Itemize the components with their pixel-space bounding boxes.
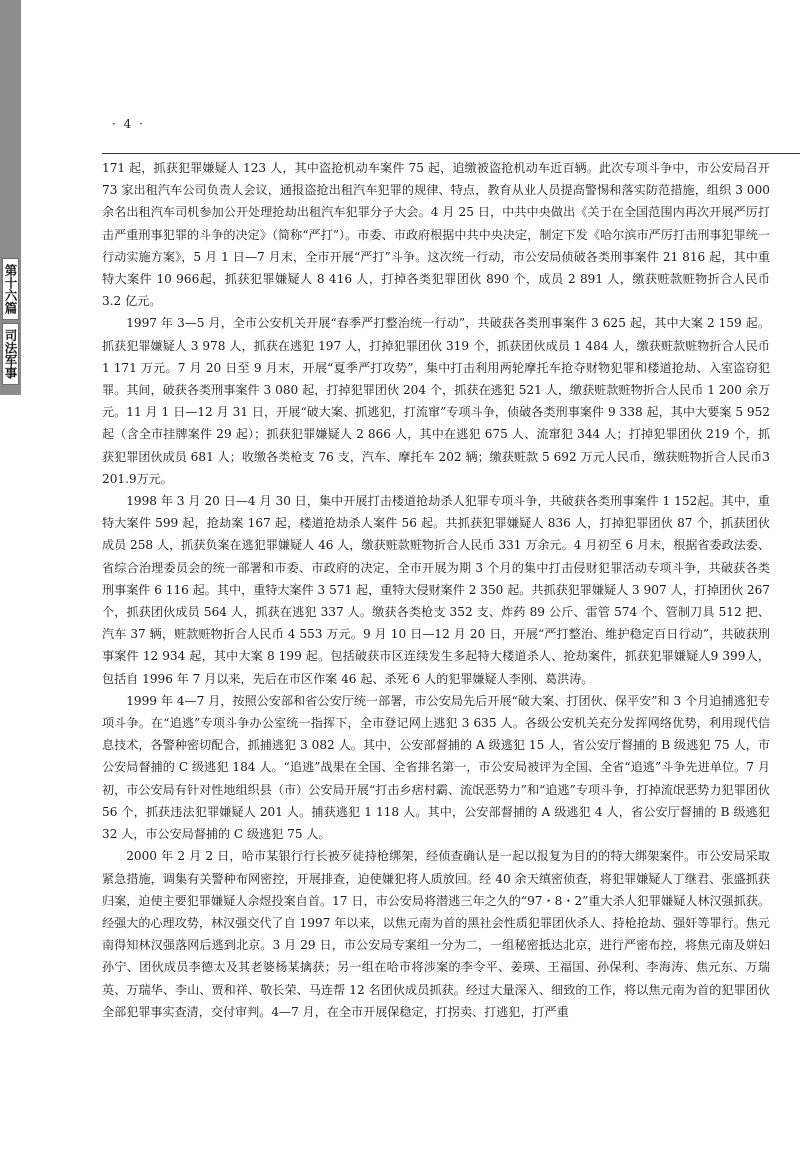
paragraph: 171 起，抓获犯罪嫌疑人 123 人，其中盗抢机动车案件 75 起，追缴被盗抢机动车近百辆。此次专项斗争中，市公安局召开 73 家出租汽车公司负责人会议，通报盗抢出租汽车犯罪的规律、特点，教育从业人员提高警惕和落实防范措施，组织 3 000 余名出租汽车司机参加公开处理抢劫出租汽车犯罪分子大会。4 月 25 日，中共中央做出《关于在全国范围内再次开展严厉打击严重刑事犯罪的斗争的决定》（简称“严打”）。市委、市政府根据中共中央决定，制定下发《哈尔滨市严厉打击刑事犯罪统一行动实施方案》，5 月 1 日—7 月末，全市开展“严打”斗争。这次统一行动，市公安局侦破各类刑事案件 21 816 起，其中重特大案件 10 966起，抓获犯罪嫌疑人 8 416 人，打掉各类犯罪团伙 890 个，成员 2 891 人，缴获赃款赃物折合人民币 3.2 亿元。 — [102, 161, 770, 309]
section-label: 司法军事 — [2, 323, 19, 385]
paragraph: 1999 年 4—7 月，按照公安部和省公安厅统一部署，市公安局先后开展“破大案、打团伙、保平安”和 3 个月追捕逃犯专项斗争。在“追逃”专项斗争办公室统一指挥下，全市登记网上逃犯 3 635 人。各级公安机关充分发挥网络优势，利用现代信息技术，各警种密切配合，抓捕逃犯 3 082 人。其中，公安部督捕的 A 级逃犯 15 人，省公安厅督捕的 B 级逃犯 75 人，市公安局督捕的 C 级逃犯 184 人。“追逃”战果在全国、全省排名第一，市公安局被评为全国、全省“追逃”斗争先进单位。7 月初，市公安局有针对性地组织县（市）公安局开展“打击乡痞村霸、流氓恶势力”和“追逃”专项斗争，打掉流氓恶势力犯罪团伙 56 个，抓获违法犯罪嫌疑人 201 人。捕获逃犯 1 118 人。其中，公安部督捕的 A 级逃犯 4 人，省公安厅督捕的 B 级逃犯 32 人，市公安局督捕的 C 级逃犯 75 人。 — [102, 693, 770, 842]
paragraph: 1998 年 3 月 20 日—4 月 30 日，集中开展打击楼道抢劫杀人犯罪专项斗争，共破获各类刑事案件 1 152起。其中，重特大案件 599 起，抢劫案 167 起，楼道抢劫杀人案件 56 起。共抓获犯罪嫌疑人 836 人，打掉犯罪团伙 87 个，抓获团伙成员 258 人，抓获负案在逃犯罪嫌疑人 46 人，缴获赃款赃物折合人民币 331 万余元。4 月初至 6 月末，根据省委政法委、省综合治理委员会的统一部署和市委、市政府的决定，全市开展为期 3 个月的集中打击侵财犯罪活动专项斗争，共破获各类刑事案件 6 116 起。其中，重特大案件 3 571 起，重特大侵财案件 2 350 起。共抓获犯罪嫌疑人 3 907 人，打掉团伙 267 个，抓获团伙成员 564 人，抓获在逃犯 337 人。缴获各类枪支 352 支、炸药 89 公斤、雷管 574 个、管制刀具 512 把、汽车 37 辆，赃款赃物折合人民币 4 553 万元。9 月 10 日—12 月 20 日，开展“严打整治、维护稳定百日行动”，共破获刑事案件 12 934 起，其中大案 8 199 起。包括破获市区连续发生多起特大楼道杀人、抢劫案件，抓获犯罪嫌疑人9 399人，包括自 1996 年 7 月以来，先后在市区作案 46 起、杀死 6 人的犯罪嫌疑人李刚、葛洪涛。 — [102, 494, 770, 686]
page-number: · 4 · — [112, 117, 145, 131]
paragraph: 2000 年 2 月 2 日，哈市某银行行长被歹徒持枪绑架，经侦查确认是一起以报复为目的的特大绑架案件。市公安局采取紧急措施，调集有关警种布网密控，开展排查，迫使嫌犯将人质放回。经 40 余天缜密侦查，将犯罪嫌疑人丁继君、张盛抓获归案，迫使主要犯罪嫌疑人佘煜投案自首。17 日，市公安局将潜逃三年之久的“97・8・2”重大杀人犯罪嫌疑人林汉强抓获。经强大的心理攻势，林汉强交代了自 1997 年以来，以焦元南为首的黑社会性质犯罪团伙杀人、持枪抢劫、强奸等罪行。焦元南得知林汉强落网后逃到北京。3 月 29 日，市公安局专案组一分为二，一组秘密抵达北京，进行严密布控，将焦元南及姘妇孙宁、团伙成员李德太及其老婆杨某擒获；另一组在哈市将涉案的李令平、姜瑛、王福国、孙保利、李海涛、焦元东、万瑞英、万瑞华、李山、贾和祥、敬长荣、马连帮 12 名团伙成员抓获。经过大量深入、细致的工作，将以焦元南为首的犯罪团伙全部犯罪事实查清，交付审判。4—7 月，在全市开展保稳定，打拐卖、打逃犯，打严重 — [102, 849, 770, 1019]
paragraph: 1997 年 3—5 月，全市公安机关开展“春季严打整治统一行动”，共破获各类刑事案件 3 625 起，其中大案 2 159 起。抓获犯罪嫌疑人 3 978 人，抓获在逃犯 197 人，打掉犯罪团伙 319 个，抓获团伙成员 1 484 人，缴获赃款赃物折合人民币 1 171 万元。7 月 20 日至 9 月末，开展“夏季严打攻势”，集中打击利用两轮摩托车抢夺财物犯罪和楼道抢劫、入室盗窃犯罪。其间，破获各类刑事案件 3 080 起，打掉犯罪团伙 204 个，抓获在逃犯 521 人，缴获赃款赃物折合人民币 1 200 余万元。11 月 1 日—12 月 31 日，开展“破大案、抓逃犯，打流窜”专项斗争，侦破各类刑事案件 9 338 起，其中大要案 5 952 起（含全市挂牌案件 29 起）；抓获犯罪嫌疑人 2 866 人，其中在逃犯 675 人、流窜犯 344 人；打掉犯罪团伙 219 个，抓获犯罪团伙成员 681 人；收缴各类枪支 76 支，汽车、摩托车 202 辆；缴获赃款 5 692 万元人民币，缴获赃物折合人民币3 201.9万元。 — [102, 316, 770, 486]
part-label: 第十六篇 — [2, 258, 19, 320]
section-side-tab — [0, 0, 21, 395]
header-rule — [102, 153, 800, 154]
body-text — [102, 157, 770, 1023]
